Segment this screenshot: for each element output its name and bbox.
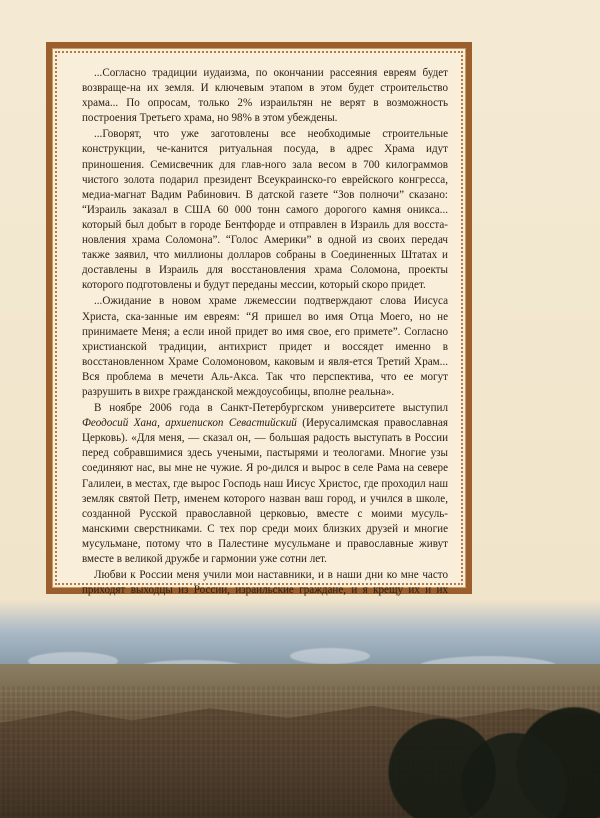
paragraph-4-part-2: (Иерусалимская православная Церковь). «Для меня, — сказал он, — большая радость выступать в России перед собравшимися здесь учеными, пастырями и теологами. Многие узы соединяют нас, вы мне не чужие. Я ро-дился и вырос в селе Рама на севере Галилеи, в местах, где вырос Господь наш Иисус Христос, где проходил наш земляк святой Петр, именем которого назван ваш город, и учился в школе, созданной Русской православной церковью, вместе с моими мусуль-манскими сверстниками. С тех пор среди моих близких друзей и многие мусульмане, потому что в Палестине мусульмане и православные живут вместе в великой дружбе и гармонии уже сотни лет. (82, 417, 448, 565)
paragraph-4 (82, 401, 448, 567)
paragraph-1: ...Согласно традиции иудаизма, по окончании рассеяния евреям будет возвраще-на их земля. И ключевым этапом в этом будет строительство храма... По опросам, только 2% израильтян не верят в возможность построения Третьего храма, но 98% в этом убеждены. (82, 67, 448, 125)
cloud-3 (290, 648, 370, 664)
paragraph-4-part-1: В ноябре 2006 года в Санкт-Петербургском университете выступил (94, 402, 448, 415)
jerusalem-panorama-image (0, 600, 600, 818)
paragraph-5: Любви к России меня учили мои наставники, и в наши дни ко мне часто приходят выходцы из России, израильские граждане, и я крещу их и их (82, 569, 448, 597)
trees (370, 688, 600, 818)
paragraph-3: ...Ожидание в новом храме лжемессии подтверждают слова Иисуса Христа, ска-занные им евреям: “Я пришел во имя Отца Моего, но не принимаете Меня; а если иной придет во имя свое, его примете”. Согласно христианской традиции, антихрист придет и воссядет именно в восстановленном Храме Соломоновом, каковым и явля-ется Третий Храм... Вся проблема в мечети Аль-Акса. Так что перспектива, что ее могут разрушить в вихре гражданской междоусобицы, вполне реальна». (82, 295, 448, 398)
article-text (82, 66, 448, 659)
paragraph-2: ...Говорят, что уже заготовлены все необходимые строительные конструкции, че-канится ритуальная посуда, в адрес Храма идут приношения. Семисвечник для глав-ного зала весом в 700 килограммов чистого золота подарил президент Всеукраинско-го еврейского конгресса, медиа-магнат Вадим Рабинович. В датской газете “Зов полночи” сказано: “Израиль заказал в США 60 000 тонн самого дорогого камня оникса... который был добыт в городе Бентфорде и отправлен в Израиль для восста-новления храма Соломона”. “Голос Америки” в одной из своих передач также заявил, что миллионы долларов собраны в Соединенных Штатах и доставлены в Израиль для восстановления храма Соломона, проекты которого подготовлены и будут переданы мессии, который скоро придет. (82, 128, 448, 292)
text-frame (46, 42, 472, 597)
speaker-name: Феодосий Хана, архиепископ Севастийский (82, 417, 297, 430)
